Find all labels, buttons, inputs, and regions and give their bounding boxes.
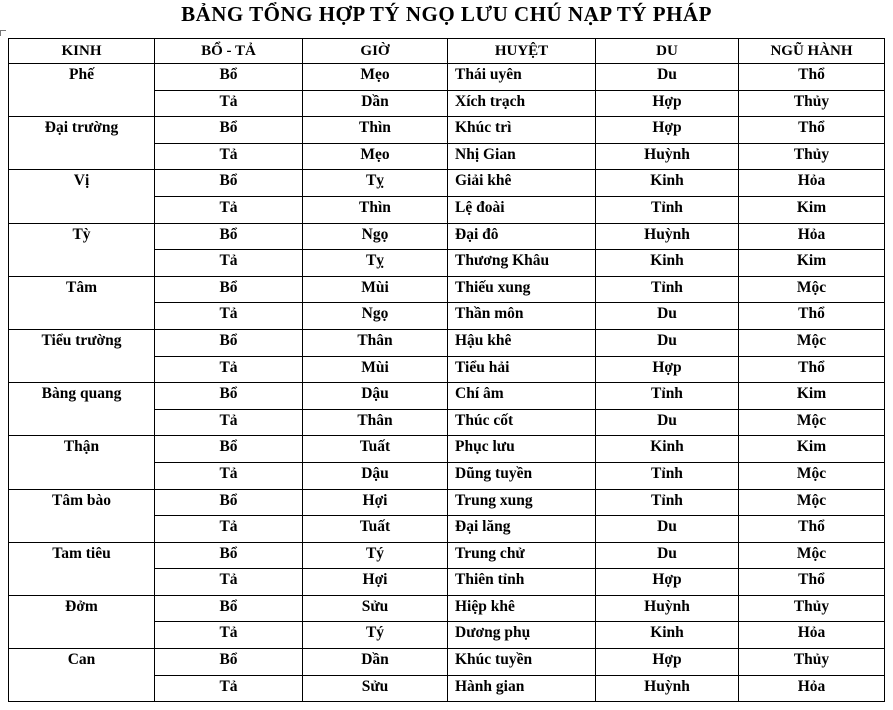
- cell-huyet: Thương Khâu: [448, 250, 596, 277]
- cell-du: Hợp: [596, 649, 739, 676]
- cell-gio: Dần: [303, 649, 448, 676]
- cell-du: Du: [596, 303, 739, 330]
- cell-bo-ta: Tả: [155, 569, 303, 596]
- cell-huyet: Thái uyên: [448, 64, 596, 91]
- cell-bo-ta: Bổ: [155, 329, 303, 356]
- cell-huyet: Dũng tuyền: [448, 462, 596, 489]
- cell-ngu-hanh: Kim: [739, 383, 885, 410]
- cell-ngu-hanh: Mộc: [739, 276, 885, 303]
- cell-huyet: Nhị Gian: [448, 143, 596, 170]
- table-row: [9, 383, 885, 410]
- cell-bo-ta: Tả: [155, 462, 303, 489]
- cell-huyet: Thúc cốt: [448, 409, 596, 436]
- cell-ngu-hanh: Thổ: [739, 569, 885, 596]
- table-row: [9, 542, 885, 569]
- cell-gio: Dậu: [303, 462, 448, 489]
- cell-ngu-hanh: Thổ: [739, 64, 885, 91]
- cell-bo-ta: Bổ: [155, 276, 303, 303]
- cell-bo-ta: Tả: [155, 409, 303, 436]
- table-row: [9, 489, 885, 516]
- cell-ngu-hanh: Thủy: [739, 649, 885, 676]
- cell-huyet: Hậu khê: [448, 329, 596, 356]
- cell-bo-ta: Bổ: [155, 436, 303, 463]
- cell-gio: Tuất: [303, 516, 448, 543]
- cell-ngu-hanh: Mộc: [739, 329, 885, 356]
- summary-table: [8, 38, 885, 702]
- cell-du: Huỳnh: [596, 223, 739, 250]
- cell-gio: Mùi: [303, 356, 448, 383]
- header-kinh: KINH: [9, 39, 155, 64]
- table-row: [9, 329, 885, 356]
- header-row: [9, 39, 885, 64]
- cell-kinh: Tỳ: [9, 223, 155, 276]
- cell-gio: Thìn: [303, 196, 448, 223]
- cell-kinh: Đởm: [9, 595, 155, 648]
- cell-ngu-hanh: Hỏa: [739, 223, 885, 250]
- cell-gio: Thìn: [303, 117, 448, 144]
- cell-kinh: Tiểu trường: [9, 329, 155, 382]
- table-row: [9, 649, 885, 676]
- cell-ngu-hanh: Mộc: [739, 409, 885, 436]
- cell-du: Du: [596, 516, 739, 543]
- cell-huyet: Đại lăng: [448, 516, 596, 543]
- cell-ngu-hanh: Thổ: [739, 516, 885, 543]
- cell-kinh: Tâm bào: [9, 489, 155, 542]
- cell-kinh: Can: [9, 649, 155, 702]
- cell-huyet: Chí âm: [448, 383, 596, 410]
- cell-gio: Sửu: [303, 595, 448, 622]
- cell-gio: Mùi: [303, 276, 448, 303]
- cell-gio: Tý: [303, 542, 448, 569]
- cell-bo-ta: Tả: [155, 143, 303, 170]
- cell-du: Du: [596, 409, 739, 436]
- cell-ngu-hanh: Hỏa: [739, 622, 885, 649]
- cell-bo-ta: Bổ: [155, 542, 303, 569]
- table-row: [9, 223, 885, 250]
- cell-huyet: Xích trạch: [448, 90, 596, 117]
- cell-gio: Ngọ: [303, 303, 448, 330]
- table-move-handle[interactable]: [0, 30, 6, 36]
- cell-bo-ta: Tả: [155, 90, 303, 117]
- cell-du: Kinh: [596, 436, 739, 463]
- cell-gio: Thân: [303, 329, 448, 356]
- cell-bo-ta: Tả: [155, 516, 303, 543]
- cell-huyet: Khúc tuyền: [448, 649, 596, 676]
- cell-bo-ta: Tả: [155, 303, 303, 330]
- cell-ngu-hanh: Thổ: [739, 356, 885, 383]
- cell-bo-ta: Tả: [155, 250, 303, 277]
- cell-kinh: Phế: [9, 64, 155, 117]
- cell-kinh: Vị: [9, 170, 155, 223]
- cell-bo-ta: Bổ: [155, 64, 303, 91]
- cell-du: Tỉnh: [596, 462, 739, 489]
- header-gio: GIỜ: [303, 39, 448, 64]
- cell-gio: Tỵ: [303, 170, 448, 197]
- cell-huyet: Thần môn: [448, 303, 596, 330]
- cell-du: Tỉnh: [596, 196, 739, 223]
- cell-kinh: Đại trường: [9, 117, 155, 170]
- cell-huyet: Trung xung: [448, 489, 596, 516]
- cell-gio: Dậu: [303, 383, 448, 410]
- cell-gio: Ngọ: [303, 223, 448, 250]
- header-du: DU: [596, 39, 739, 64]
- cell-du: Tỉnh: [596, 383, 739, 410]
- cell-du: Hợp: [596, 356, 739, 383]
- cell-huyet: Hành gian: [448, 675, 596, 702]
- table-row: [9, 595, 885, 622]
- cell-bo-ta: Tả: [155, 622, 303, 649]
- cell-du: Du: [596, 329, 739, 356]
- cell-du: Du: [596, 64, 739, 91]
- cell-bo-ta: Bổ: [155, 595, 303, 622]
- cell-gio: Mẹo: [303, 64, 448, 91]
- cell-bo-ta: Tả: [155, 356, 303, 383]
- cell-bo-ta: Bổ: [155, 117, 303, 144]
- cell-gio: Tý: [303, 622, 448, 649]
- cell-bo-ta: Tả: [155, 675, 303, 702]
- cell-du: Kinh: [596, 622, 739, 649]
- cell-bo-ta: Bổ: [155, 223, 303, 250]
- cell-ngu-hanh: Kim: [739, 196, 885, 223]
- header-ngu-hanh: NGŨ HÀNH: [739, 39, 885, 64]
- cell-kinh: Thận: [9, 436, 155, 489]
- cell-huyet: Giải khê: [448, 170, 596, 197]
- cell-du: Hợp: [596, 569, 739, 596]
- cell-gio: Dần: [303, 90, 448, 117]
- table-body: [9, 64, 885, 702]
- cell-ngu-hanh: Kim: [739, 436, 885, 463]
- cell-ngu-hanh: Thổ: [739, 117, 885, 144]
- cell-ngu-hanh: Hỏa: [739, 170, 885, 197]
- cell-gio: Tỵ: [303, 250, 448, 277]
- table-row: [9, 117, 885, 144]
- page-title: BẢNG TỔNG HỢP TÝ NGỌ LƯU CHÚ NẠP TÝ PHÁP: [181, 2, 712, 26]
- cell-gio: Thân: [303, 409, 448, 436]
- cell-du: Tỉnh: [596, 276, 739, 303]
- cell-huyet: Khúc trì: [448, 117, 596, 144]
- cell-gio: Sửu: [303, 675, 448, 702]
- cell-du: Hợp: [596, 117, 739, 144]
- cell-bo-ta: Bổ: [155, 383, 303, 410]
- cell-kinh: Tâm: [9, 276, 155, 329]
- cell-kinh: Bàng quang: [9, 383, 155, 436]
- cell-du: Kinh: [596, 250, 739, 277]
- cell-du: Tỉnh: [596, 489, 739, 516]
- cell-gio: Hợi: [303, 489, 448, 516]
- cell-du: Huỳnh: [596, 595, 739, 622]
- cell-du: Huỳnh: [596, 143, 739, 170]
- table-row: [9, 436, 885, 463]
- cell-du: Kinh: [596, 170, 739, 197]
- cell-ngu-hanh: Kim: [739, 250, 885, 277]
- cell-ngu-hanh: Thổ: [739, 303, 885, 330]
- cell-du: Du: [596, 542, 739, 569]
- cell-bo-ta: Bổ: [155, 170, 303, 197]
- cell-du: Huỳnh: [596, 675, 739, 702]
- header-huyet: HUYỆT: [448, 39, 596, 64]
- table-row: [9, 170, 885, 197]
- cell-huyet: Tiểu hải: [448, 356, 596, 383]
- cell-ngu-hanh: Thủy: [739, 143, 885, 170]
- cell-ngu-hanh: Thủy: [739, 595, 885, 622]
- cell-gio: Mẹo: [303, 143, 448, 170]
- cell-du: Hợp: [596, 90, 739, 117]
- cell-gio: Hợi: [303, 569, 448, 596]
- cell-huyet: Thiên tỉnh: [448, 569, 596, 596]
- cell-bo-ta: Tả: [155, 196, 303, 223]
- cell-ngu-hanh: Hỏa: [739, 675, 885, 702]
- cell-ngu-hanh: Mộc: [739, 462, 885, 489]
- cell-huyet: Phục lưu: [448, 436, 596, 463]
- cell-ngu-hanh: Mộc: [739, 489, 885, 516]
- cell-huyet: Hiệp khê: [448, 595, 596, 622]
- cell-bo-ta: Bổ: [155, 489, 303, 516]
- cell-huyet: Lệ đoài: [448, 196, 596, 223]
- cell-huyet: Đại đô: [448, 223, 596, 250]
- table-row: [9, 64, 885, 91]
- cell-ngu-hanh: Thủy: [739, 90, 885, 117]
- cell-bo-ta: Bổ: [155, 649, 303, 676]
- table-row: [9, 276, 885, 303]
- cell-huyet: Dương phụ: [448, 622, 596, 649]
- cell-kinh: Tam tiêu: [9, 542, 155, 595]
- cell-ngu-hanh: Mộc: [739, 542, 885, 569]
- cell-huyet: Trung chử: [448, 542, 596, 569]
- cell-huyet: Thiếu xung: [448, 276, 596, 303]
- header-bo-ta: BỔ - TẢ: [155, 39, 303, 64]
- cell-gio: Tuất: [303, 436, 448, 463]
